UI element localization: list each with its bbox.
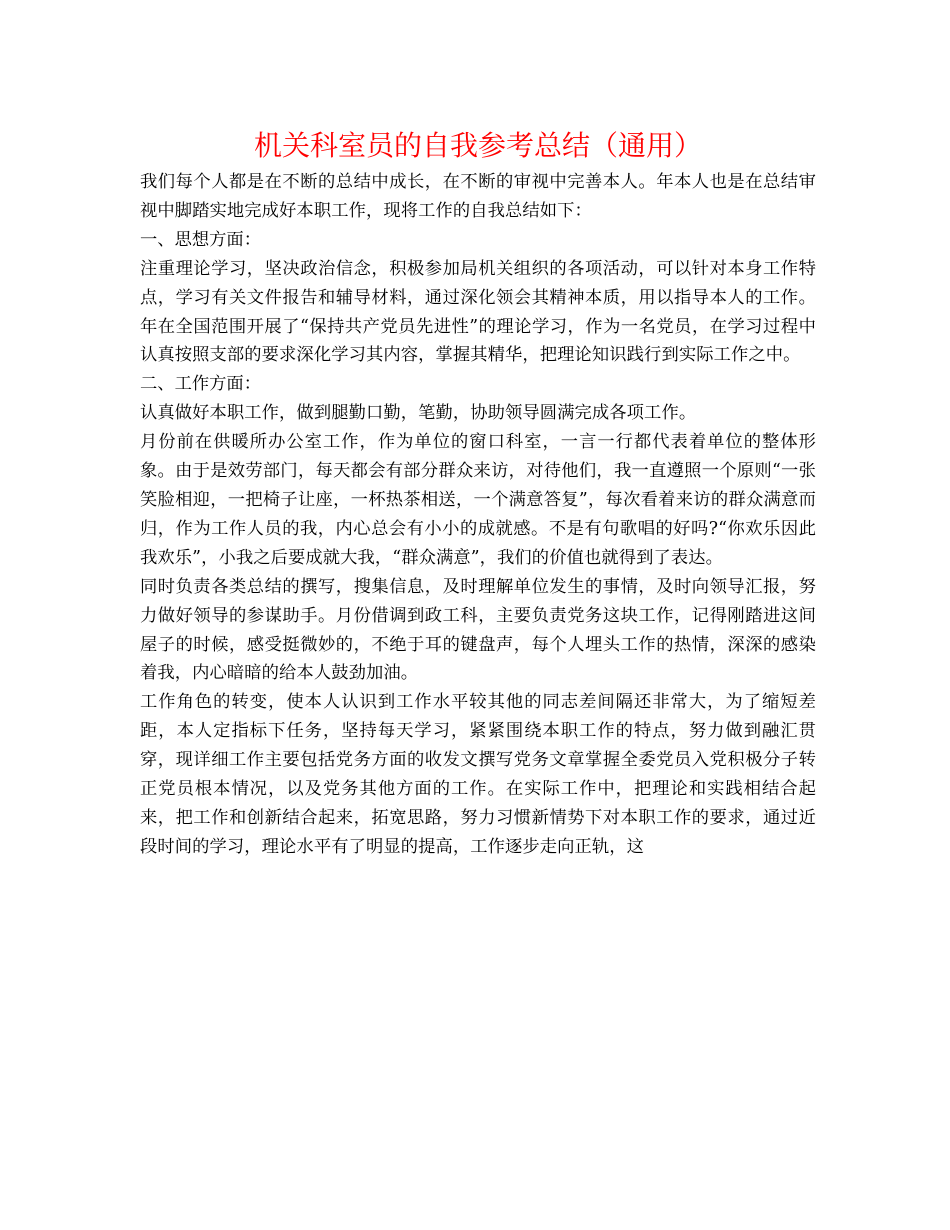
paragraph-writing-duties: 同时负责各类总结的撰写，搜集信息，及时理解单位发生的事情，及时向领导汇报，努力做好领导的参谋助手。月份借调到政工科，主要负责党务这块工作，记得刚踏进这间屋子的时候，感受挺微妙的，不绝于耳的键盘声，每个人埋头工作的热情，深深的感染着我，内心暗暗的给本人鼓劲加油。 (140, 576, 816, 684)
paragraph-role-change: 工作角色的转变，使本人认识到工作水平较其他的同志差间隔还非常大，为了缩短差距，本人定指标下任务，坚持每天学习，紧紧围绕本职工作的特点，努力做到融汇贯穿，现详细工作主要包括党务方面的收发文撰写党务文章掌握全委党员入党积极分子转正党员根本情况，以及党务其他方面的工作。在实际工作中，把理论和实践相结合起来，把工作和创新结合起来，拓宽思路，努力习惯新情势下对本职工作的要求，通过近段时间的学习，理论水平有了明显的提高，工作逐步走向正轨，这 (140, 692, 816, 857)
document-body (140, 168, 816, 862)
paragraph-intro: 我们每个人都是在不断的总结中成长，在不断的审视中完善本人。年本人也是在总结审视中脚踏实地完成好本职工作，现将工作的自我总结如下： (140, 172, 816, 221)
paragraph-office-work: 月份前在供暖所办公室工作，作为单位的窗口科室，一言一行都代表着单位的整体形象。由于是效劳部门，每天都会有部分群众来访，对待他们，我一直遵照一个原则“一张笑脸相迎，一把椅子让座，一杯热茶相送，一个满意答复”，每次看着来访的群众满意而归，作为工作人员的我，内心总会有小小的成就感。不是有句歌唱的好吗?“你欢乐因此我欢乐”，小我之后要成就大我，“群众满意”，我们的价值也就得到了表达。 (140, 432, 816, 568)
document-page (140, 124, 816, 862)
section-heading-thought: 一、思想方面： (140, 229, 261, 250)
section-heading-work: 二、工作方面： (140, 374, 261, 395)
paragraph-thought: 注重理论学习，坚决政治信念，积极参加局机关组织的各项活动，可以针对本身工作特点，学习有关文件报告和辅导材料，通过深化领会其精神本质，用以指导本人的工作。年在全国范围开展了“保持共产党员先进性”的理论学习，作为一名党员，在学习过程中认真按照支部的要求深化学习其内容，掌握其精华，把理论知识践行到实际工作之中。 (140, 258, 816, 366)
document-title: 机关科室员的自我参考总结（通用） (253, 129, 702, 162)
paragraph-work-summary: 认真做好本职工作，做到腿勤口勤，笔勤，协助领导圆满完成各项工作。 (140, 403, 697, 424)
